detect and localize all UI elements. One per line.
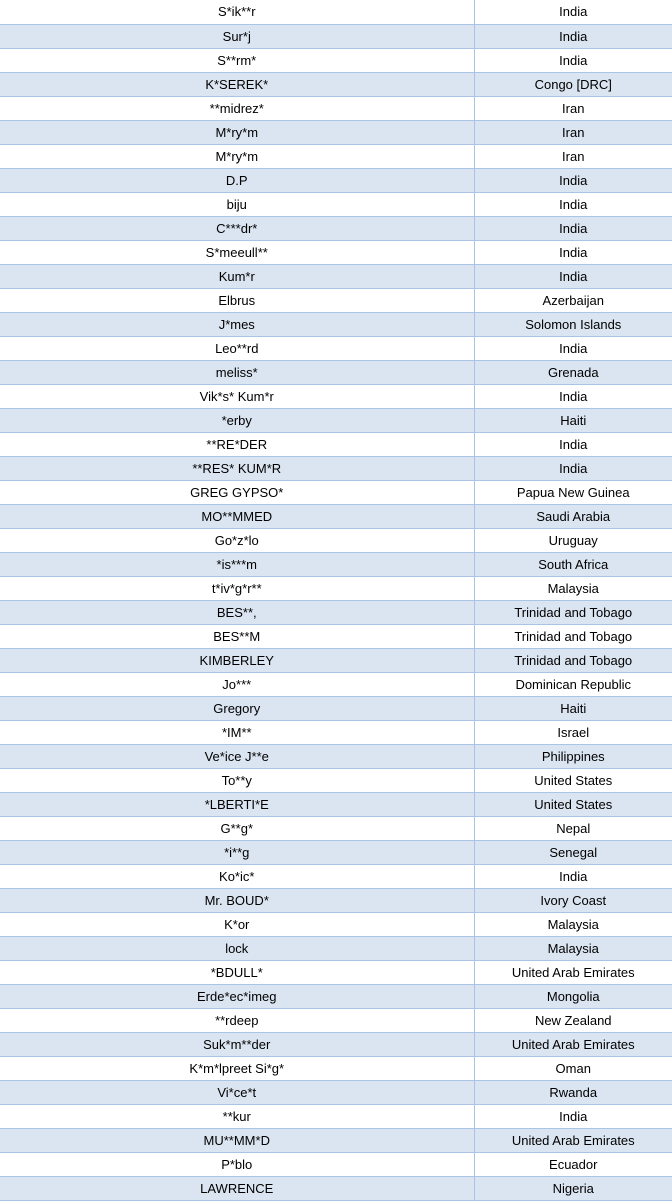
- name-cell: J*mes: [0, 312, 474, 336]
- country-cell: Azerbaijan: [474, 288, 672, 312]
- name-cell: Gregory: [0, 696, 474, 720]
- country-cell: Uruguay: [474, 528, 672, 552]
- table-row: [0, 168, 672, 192]
- name-cell: S**rm*: [0, 48, 474, 72]
- name-cell: **RE*DER: [0, 432, 474, 456]
- country-cell: India: [474, 192, 672, 216]
- country-cell: India: [474, 24, 672, 48]
- country-cell: India: [474, 336, 672, 360]
- country-cell: United Arab Emirates: [474, 1128, 672, 1152]
- name-cell: D.P: [0, 168, 474, 192]
- country-cell: India: [474, 1104, 672, 1128]
- table-row: [0, 96, 672, 120]
- table-row: [0, 648, 672, 672]
- name-cell: Mr. BOUD*: [0, 888, 474, 912]
- name-cell: KIMBERLEY: [0, 648, 474, 672]
- country-cell: Nigeria: [474, 1176, 672, 1200]
- table-row: [0, 864, 672, 888]
- table-row: [0, 624, 672, 648]
- name-cell: LAWRENCE: [0, 1176, 474, 1200]
- country-cell: India: [474, 240, 672, 264]
- country-cell: Iran: [474, 96, 672, 120]
- name-cell: BES**,: [0, 600, 474, 624]
- name-cell: MU**MM*D: [0, 1128, 474, 1152]
- name-cell: G**g*: [0, 816, 474, 840]
- name-cell: Vik*s* Kum*r: [0, 384, 474, 408]
- table-row: [0, 408, 672, 432]
- name-cell: K*SEREK*: [0, 72, 474, 96]
- country-cell: Dominican Republic: [474, 672, 672, 696]
- table-row: [0, 264, 672, 288]
- table-row: [0, 288, 672, 312]
- table-row: [0, 960, 672, 984]
- country-cell: Trinidad and Tobago: [474, 624, 672, 648]
- table-row: [0, 1176, 672, 1200]
- table-row: [0, 48, 672, 72]
- country-cell: Trinidad and Tobago: [474, 648, 672, 672]
- table-row: [0, 1008, 672, 1032]
- country-cell: Congo [DRC]: [474, 72, 672, 96]
- name-cell: **kur: [0, 1104, 474, 1128]
- name-cell: C***dr*: [0, 216, 474, 240]
- table-row: [0, 720, 672, 744]
- country-cell: Grenada: [474, 360, 672, 384]
- table-row: [0, 216, 672, 240]
- country-cell: United States: [474, 792, 672, 816]
- country-cell: Papua New Guinea: [474, 480, 672, 504]
- table-row: [0, 528, 672, 552]
- table-row: [0, 936, 672, 960]
- name-cell: Leo**rd: [0, 336, 474, 360]
- country-cell: Philippines: [474, 744, 672, 768]
- name-cell: *is***m: [0, 552, 474, 576]
- name-cell: *erby: [0, 408, 474, 432]
- table-row: [0, 1032, 672, 1056]
- name-cell: GREG GYPSO*: [0, 480, 474, 504]
- country-cell: India: [474, 216, 672, 240]
- table-row: [0, 336, 672, 360]
- name-cell: Elbrus: [0, 288, 474, 312]
- country-cell: Oman: [474, 1056, 672, 1080]
- country-cell: Trinidad and Tobago: [474, 600, 672, 624]
- name-cell: *i**g: [0, 840, 474, 864]
- name-cell: **midrez*: [0, 96, 474, 120]
- name-cell: meliss*: [0, 360, 474, 384]
- country-cell: India: [474, 864, 672, 888]
- table-row: [0, 792, 672, 816]
- country-cell: Senegal: [474, 840, 672, 864]
- table-row: [0, 912, 672, 936]
- country-cell: New Zealand: [474, 1008, 672, 1032]
- name-cell: lock: [0, 936, 474, 960]
- table-row: [0, 744, 672, 768]
- table-row: [0, 24, 672, 48]
- table-row: [0, 312, 672, 336]
- table-row: [0, 1128, 672, 1152]
- country-cell: South Africa: [474, 552, 672, 576]
- name-cell: Suk*m**der: [0, 1032, 474, 1056]
- table-row: [0, 384, 672, 408]
- country-cell: Iran: [474, 120, 672, 144]
- name-cell: *LBERTI*E: [0, 792, 474, 816]
- table-row: [0, 1152, 672, 1176]
- name-cell: Go*z*lo: [0, 528, 474, 552]
- country-cell: India: [474, 384, 672, 408]
- table-row: [0, 552, 672, 576]
- name-cell: Sur*j: [0, 24, 474, 48]
- country-cell: United Arab Emirates: [474, 1032, 672, 1056]
- name-cell: MO**MMED: [0, 504, 474, 528]
- table-row: [0, 1056, 672, 1080]
- country-cell: Mongolia: [474, 984, 672, 1008]
- name-cell: M*ry*m: [0, 144, 474, 168]
- name-cell: M*ry*m: [0, 120, 474, 144]
- table-row: [0, 768, 672, 792]
- table-row: [0, 816, 672, 840]
- table-row: [0, 0, 672, 24]
- country-cell: Haiti: [474, 408, 672, 432]
- name-cell: **rdeep: [0, 1008, 474, 1032]
- table-row: [0, 672, 672, 696]
- name-cell: biju: [0, 192, 474, 216]
- country-cell: India: [474, 264, 672, 288]
- name-cell: K*m*lpreet Si*g*: [0, 1056, 474, 1080]
- table-row: [0, 1104, 672, 1128]
- country-cell: Rwanda: [474, 1080, 672, 1104]
- table-row: [0, 696, 672, 720]
- table-row: [0, 504, 672, 528]
- table-row: [0, 456, 672, 480]
- name-cell: Jo***: [0, 672, 474, 696]
- country-cell: Saudi Arabia: [474, 504, 672, 528]
- country-cell: India: [474, 168, 672, 192]
- country-cell: India: [474, 456, 672, 480]
- country-cell: India: [474, 432, 672, 456]
- country-cell: Iran: [474, 144, 672, 168]
- country-cell: United States: [474, 768, 672, 792]
- country-cell: Ivory Coast: [474, 888, 672, 912]
- name-cell: Ve*ice J**e: [0, 744, 474, 768]
- country-cell: Malaysia: [474, 576, 672, 600]
- name-cell: S*ik**r: [0, 0, 474, 24]
- name-cell: Ko*ic*: [0, 864, 474, 888]
- table-row: [0, 360, 672, 384]
- country-cell: India: [474, 48, 672, 72]
- table-row: [0, 600, 672, 624]
- country-cell: Haiti: [474, 696, 672, 720]
- name-cell: K*or: [0, 912, 474, 936]
- name-cell: To**y: [0, 768, 474, 792]
- country-cell: Malaysia: [474, 912, 672, 936]
- table-row: [0, 480, 672, 504]
- table-row: [0, 72, 672, 96]
- name-cell: **RES* KUM*R: [0, 456, 474, 480]
- table-row: [0, 840, 672, 864]
- name-cell: t*iv*g*r**: [0, 576, 474, 600]
- country-cell: India: [474, 0, 672, 24]
- name-cell: BES**M: [0, 624, 474, 648]
- country-cell: Nepal: [474, 816, 672, 840]
- country-cell: Solomon Islands: [474, 312, 672, 336]
- name-cell: Vi*ce*t: [0, 1080, 474, 1104]
- country-cell: Israel: [474, 720, 672, 744]
- name-cell: S*meeull**: [0, 240, 474, 264]
- table-row: [0, 432, 672, 456]
- name-cell: P*blo: [0, 1152, 474, 1176]
- table-row: [0, 192, 672, 216]
- name-cell: Erde*ec*imeg: [0, 984, 474, 1008]
- name-cell: *BDULL*: [0, 960, 474, 984]
- table-row: [0, 144, 672, 168]
- name-cell: Kum*r: [0, 264, 474, 288]
- table-row: [0, 120, 672, 144]
- name-cell: *IM**: [0, 720, 474, 744]
- table-row: [0, 984, 672, 1008]
- table-row: [0, 576, 672, 600]
- country-cell: Malaysia: [474, 936, 672, 960]
- table-row: [0, 1080, 672, 1104]
- table-row: [0, 888, 672, 912]
- country-cell: United Arab Emirates: [474, 960, 672, 984]
- country-cell: Ecuador: [474, 1152, 672, 1176]
- table-row: [0, 240, 672, 264]
